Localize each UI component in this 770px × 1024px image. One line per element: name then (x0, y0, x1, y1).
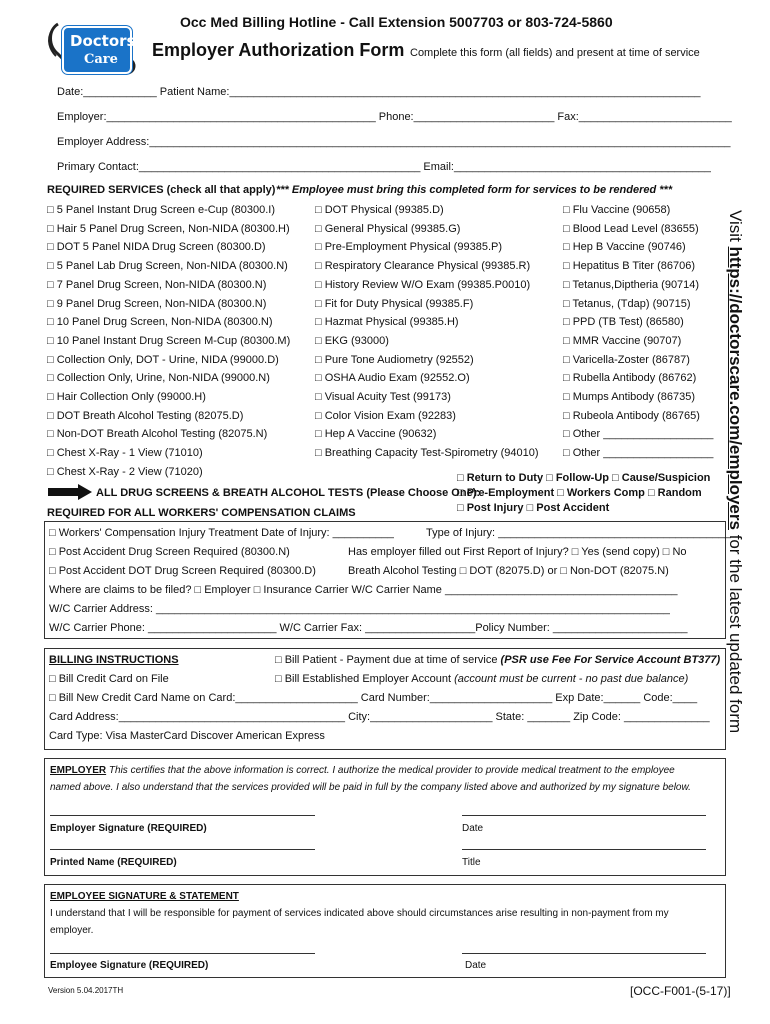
employer-date-label: Date (462, 823, 484, 834)
bill-patient-label: □ Bill Patient - Payment due at time of service (275, 654, 498, 666)
side-url-link[interactable]: https://doctorscare.com/employers (726, 246, 745, 530)
service-option[interactable]: □ Hair 5 Panel Drug Screen, Non-NIDA (80300.H) (47, 222, 290, 235)
service-option[interactable]: □ Hair Collection Only (99000.H) (47, 391, 206, 403)
service-option[interactable]: □ Other __________________ (563, 428, 714, 441)
service-option[interactable]: □ General Physical (99385.G) (315, 222, 461, 235)
service-option[interactable]: □ PPD (TB Test) (86580) (563, 316, 684, 329)
billing-hotline: Occ Med Billing Hotline - Call Extension 5007703 or 803-724-5860 (180, 14, 613, 30)
service-option[interactable]: □ OSHA Audio Exam (92552.O) (315, 372, 470, 385)
bill-credit-on-file-option[interactable]: □ Bill Credit Card on File (49, 673, 169, 685)
printed-name-line[interactable] (50, 849, 315, 850)
bill-patient-note: (PSR use Fee For Service Account BT377) (500, 654, 721, 666)
date-patient-field[interactable]: Date:____________ Patient Name:_____________________________________________________________________________ (57, 86, 701, 98)
form-instructions: Complete this form (all fields) and present at time of service (410, 47, 700, 59)
service-option[interactable]: □ Chest X-Ray - 1 View (71010) (47, 447, 203, 460)
wc-carrier-phone-fax-policy[interactable]: W/C Carrier Phone: _____________________ W/C Carrier Fax: __________________Policy Number: ______________________ (49, 622, 688, 634)
wc-post-accident-dot[interactable]: □ Post Accident DOT Drug Screen Required (80300.D) (49, 565, 316, 577)
services-notice: *** Employee must bring this completed form for services to be rendered *** (276, 184, 673, 196)
form-title: Employer Authorization Form (152, 40, 405, 60)
service-option[interactable]: □ EKG (93000) (315, 334, 389, 347)
employee-date-label: Date (465, 960, 487, 971)
employee-statement-line2: employer. (50, 925, 94, 936)
service-option[interactable]: □ DOT Physical (99385.D) (315, 204, 444, 216)
employee-signature-line[interactable] (50, 953, 315, 954)
bill-established-option[interactable] (275, 673, 688, 685)
service-option[interactable]: □ Mumps Antibody (86735) (563, 391, 695, 403)
employer-statement-text: This certifies that the above information is correct. I authorize the medical provider to provide medical treatment to the employee (108, 765, 675, 776)
service-option[interactable]: □ Color Vision Exam (92283) (315, 409, 456, 422)
service-option[interactable]: □ DOT Breath Alcohol Testing (82075.D) (47, 409, 244, 422)
card-type-field[interactable]: Card Type: Visa MasterCard Discover American Express (49, 730, 325, 742)
service-option[interactable]: □ Hazmat Physical (99385.H) (315, 316, 459, 329)
doctors-care-logo (44, 20, 140, 80)
service-option[interactable]: □ Hep B Vaccine (90746) (563, 241, 686, 254)
bill-patient-option[interactable] (275, 654, 720, 666)
printed-name-label: Printed Name (REQUIRED) (50, 857, 177, 868)
service-option[interactable]: □ Tetanus, (Tdap) (90715) (563, 297, 691, 310)
wc-injury-type[interactable]: Type of Injury: ______________________________________ (426, 527, 731, 539)
employer-date-line[interactable] (462, 815, 706, 816)
wc-claims-filed[interactable]: Where are claims to be filed? □ Employer □ Insurance Carrier W/C Carrier Name ______________________________________ (49, 584, 678, 596)
employer-phone-fax-field[interactable]: Employer:____________________________________________ Phone:_______________________ Fax:_________________________ (57, 111, 732, 123)
side-visit: Visit (726, 210, 745, 242)
service-option[interactable]: □ Non-DOT Breath Alcohol Testing (82075.N) (47, 428, 268, 441)
service-option[interactable]: □ Collection Only, Urine, Non-NIDA (99000.N) (47, 372, 270, 385)
version-label: Version 5.04.2017TH (48, 986, 124, 995)
employee-statement-heading: EMPLOYEE SIGNATURE & STATEMENT (50, 891, 239, 902)
employee-statement-line1: I understand that I will be responsible for payment of services indicated above should circumstances arise resulting in non-payment from my (50, 908, 669, 919)
logo-line1: Doctors (70, 32, 136, 50)
employee-date-line[interactable] (462, 953, 706, 954)
service-option[interactable]: □ Hepatitus B Titer (86706) (563, 260, 695, 273)
service-option[interactable]: □ Rubeola Antibody (86765) (563, 409, 700, 422)
logo-line2: Care (84, 52, 118, 67)
service-option[interactable]: □ Breathing Capacity Test-Spirometry (94010) (315, 447, 539, 460)
service-option[interactable]: □ Collection Only, DOT - Urine, NIDA (99000.D) (47, 353, 279, 366)
service-option[interactable]: □ MMR Vaccine (90707) (563, 334, 682, 347)
service-option[interactable]: □ Pure Tone Audiometry (92552) (315, 353, 474, 366)
service-option[interactable]: □ DOT 5 Panel NIDA Drug Screen (80300.D) (47, 241, 266, 254)
employer-statement-line1 (50, 765, 675, 776)
service-option[interactable]: □ Respiratory Clearance Physical (99385.R) (315, 260, 531, 273)
primary-contact-email-field[interactable]: Primary Contact:______________________________________________ Email:__________________________________________ (57, 161, 711, 173)
service-option[interactable]: □ History Review W/O Exam (99385.P0010) (315, 278, 531, 291)
bill-established-label: □ Bill Established Employer Account (275, 673, 452, 685)
service-option[interactable]: □ Blood Lead Level (83655) (563, 222, 699, 235)
employer-address-field[interactable]: Employer Address:_______________________________________________________________________________________________ (57, 136, 731, 148)
service-option[interactable]: □ 9 Panel Drug Screen, Non-NIDA (80300.N) (47, 297, 267, 310)
service-option[interactable]: □ Varicella-Zoster (86787) (563, 353, 690, 366)
wc-injury-treatment[interactable]: □ Workers' Compensation Injury Treatment Date of Injury: __________ (49, 527, 394, 539)
service-option[interactable]: □ 10 Panel Drug Screen, Non-NIDA (80300.N) (47, 316, 273, 329)
employer-signature-label: Employer Signature (REQUIRED) (50, 823, 207, 834)
service-option[interactable]: □ Rubella Antibody (86762) (563, 372, 697, 385)
employer-statement-label: EMPLOYER (50, 765, 107, 776)
wc-breath-alcohol[interactable]: Breath Alcohol Testing □ DOT (82075.D) or □ Non-DOT (82075.N) (348, 565, 669, 577)
right-arrow-icon (48, 484, 92, 500)
service-option[interactable]: □ 5 Panel Lab Drug Screen, Non-NIDA (80300.N) (47, 260, 288, 273)
service-option[interactable]: □ Visual Acuity Test (99173) (315, 391, 451, 403)
billing-heading: BILLING INSTRUCTIONS (49, 654, 179, 666)
workers-comp-heading: REQUIRED FOR ALL WORKERS' COMPENSATION CLAIMS (47, 507, 356, 519)
wc-first-report[interactable]: Has employer filled out First Report of Injury? □ Yes (send copy) □ No (348, 546, 687, 558)
title-line[interactable] (462, 849, 706, 850)
employee-signature-label: Employee Signature (REQUIRED) (50, 960, 209, 971)
side-website-notice (725, 210, 745, 733)
service-option[interactable]: □ Fit for Duty Physical (99385.F) (315, 297, 474, 310)
card-address-field[interactable]: Card Address:_____________________________________ City:____________________ State: _______ Zip Code: ______________ (49, 711, 710, 723)
bill-new-card-option[interactable]: □ Bill New Credit Card Name on Card:____________________ Card Number:____________________ Exp Date:______ Code:____ (49, 692, 698, 704)
service-option[interactable]: □ Tetanus,Diptheria (90714) (563, 278, 700, 291)
drug-reason-row-3[interactable]: □ Post Injury □ Post Accident (457, 502, 610, 514)
wc-post-accident-drug[interactable]: □ Post Accident Drug Screen Required (80300.N) (49, 546, 290, 558)
service-option[interactable]: □ Pre-Employment Physical (99385.P) (315, 241, 502, 254)
service-option[interactable]: □ Other __________________ (563, 447, 714, 460)
service-option[interactable]: □ 10 Panel Instant Drug Screen M-Cup (80300.M) (47, 334, 291, 347)
service-option[interactable]: □ Hep A Vaccine (90632) (315, 428, 437, 441)
service-option[interactable]: □ Flu Vaccine (90658) (563, 204, 671, 216)
service-option[interactable]: □ 7 Panel Drug Screen, Non-NIDA (80300.N) (47, 278, 267, 291)
wc-carrier-address[interactable]: W/C Carrier Address: ____________________________________________________________________________________ (49, 603, 670, 615)
service-option[interactable]: □ Chest X-Ray - 2 View (71020) (47, 465, 203, 478)
side-rest: for the latest updated form (726, 534, 745, 734)
services-heading: REQUIRED SERVICES (check all that apply) (47, 184, 276, 196)
bill-established-note: (account must be current - no past due balance) (454, 673, 689, 685)
drug-reason-row-2[interactable]: □ Pre-Employment □ Workers Comp □ Random (457, 487, 702, 499)
drug-reason-row-1[interactable]: □ Return to Duty □ Follow-Up □ Cause/Suspicion (457, 472, 711, 484)
service-option[interactable]: □ 5 Panel Instant Drug Screen e-Cup (80300.I) (47, 204, 275, 216)
drug-choose-label: ALL DRUG SCREENS & BREATH ALCOHOL TESTS (Please Choose One): (96, 487, 481, 499)
employer-statement-line2: named above. I also understand that the services provided will be paid in full by the company listed above and authorized by my signature below. (50, 782, 691, 793)
title-label: Title (462, 857, 481, 868)
employer-signature-line[interactable] (50, 815, 315, 816)
form-id: [OCC-F001-(5-17)] (630, 984, 731, 998)
